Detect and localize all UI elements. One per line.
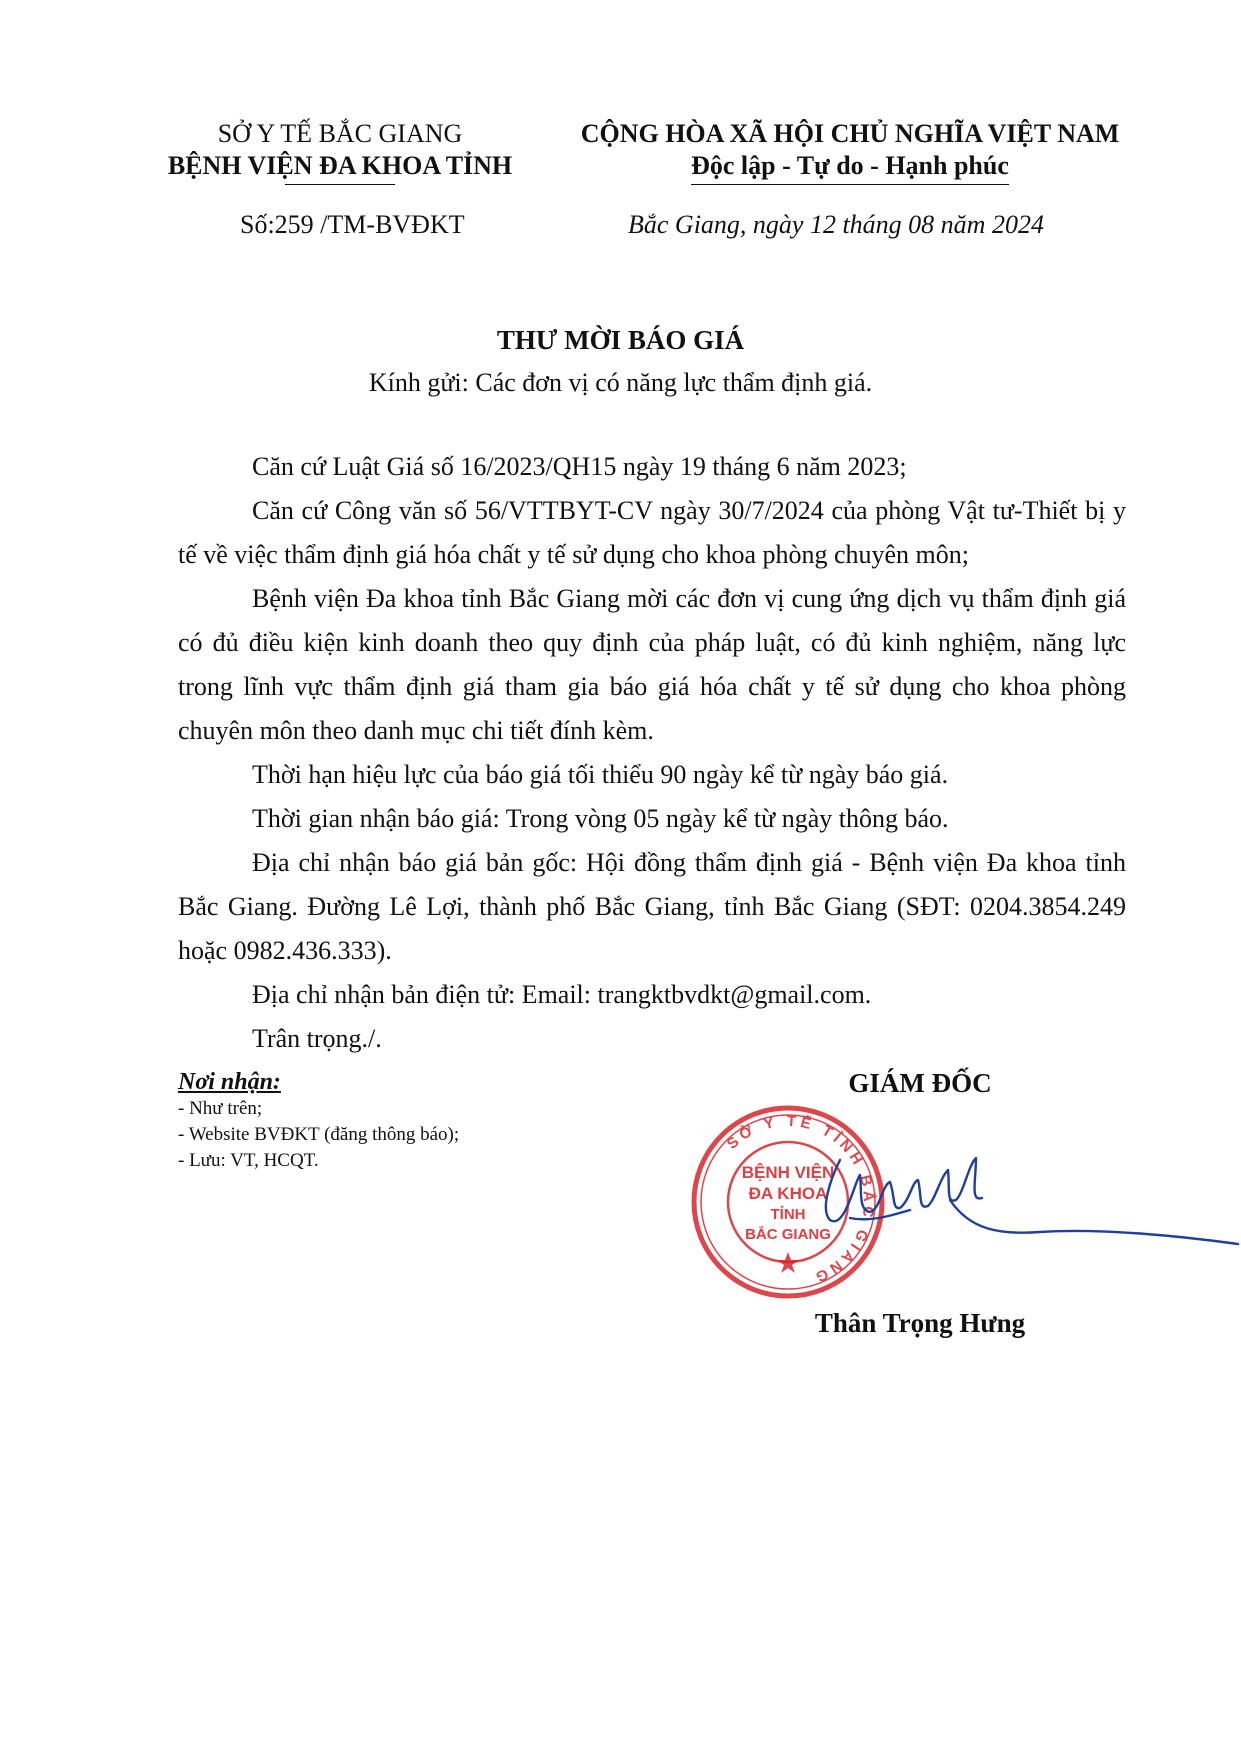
body-paragraph: Thời hạn hiệu lực của báo giá tối thiểu 90 ngày kể từ ngày báo giá. [252, 760, 949, 789]
document-title: THƯ MỜI BÁO GIÁ [496, 325, 745, 355]
greeting: Kính gửi: Các đơn vị có năng lực thẩm định giá. [368, 368, 873, 397]
recipients-title: Nơi nhận: [178, 1069, 281, 1095]
hospital-underline [285, 184, 395, 185]
recipient-item: - Website BVĐKT (đăng thông báo); [178, 1124, 460, 1145]
national-heading-block [560, 118, 1140, 185]
svg-text:TỈNH: TỈNH [770, 1206, 806, 1223]
recipients-block [178, 1068, 628, 1174]
agency-name: SỞ Y TẾ BẮC GIANG [217, 119, 463, 148]
hospital-name: BỆNH VIỆN ĐA KHOA TỈNH [167, 151, 513, 180]
letter-body [178, 445, 1126, 1061]
svg-text:BẮC GIANG: BẮC GIANG [745, 1226, 831, 1243]
svg-text:SỞ Y TẾ TỈNH BẮC GIANG: SỞ Y TẾ TỈNH BẮC GIANG [723, 1112, 878, 1287]
signer-position: GIÁM ĐỐC [848, 1068, 992, 1098]
body-paragraph: Căn cứ Luật Giá số 16/2023/QH15 ngày 19 tháng 6 năm 2023; [252, 452, 907, 481]
document-number: Số:259 /TM-BVĐKT [240, 210, 465, 239]
recipient-item: - Lưu: VT, HCQT. [178, 1150, 319, 1171]
signature-icon [800, 1140, 1240, 1270]
document-date: Bắc Giang, ngày 12 tháng 08 năm 2024 [628, 210, 1044, 239]
issuing-agency-block [140, 118, 540, 185]
svg-text:ĐA KHOA: ĐA KHOA [748, 1184, 828, 1203]
closing-line: Trân trọng./. [252, 1024, 382, 1053]
body-paragraph: Địa chỉ nhận bản điện tử: Email: trangktbvdkt@gmail.com. [252, 980, 872, 1009]
national-motto: Độc lập - Tự do - Hạnh phúc [691, 150, 1009, 185]
recipient-item: - Như trên; [178, 1098, 263, 1119]
body-paragraph: Địa chỉ nhận báo giá bản gốc: Hội đồng thẩm định giá - Bệnh viện Đa khoa tỉnh Bắc Giang. Đường Lê Lợi, thành phố Bắc Giang, tỉnh Bắc Giang (SĐT: 0204.3854.249 hoặc 0982.436.333). [178, 848, 1126, 965]
signer-name: Thân Trọng Hưng [814, 1308, 1026, 1338]
body-paragraph: Căn cứ Công văn số 56/VTTBYT-CV ngày 30/7/2024 của phòng Vật tư-Thiết bị y tế về việc thẩm định giá hóa chất y tế sử dụng cho khoa phòng chuyên môn; [178, 496, 1126, 569]
svg-text:BỆNH VIỆN: BỆNH VIỆN [741, 1163, 835, 1182]
handwritten-signature [800, 1140, 1240, 1270]
body-paragraph: Thời gian nhận báo giá: Trong vòng 05 ngày kể từ ngày thông báo. [252, 804, 949, 833]
nation-name: CỘNG HÒA XÃ HỘI CHỦ NGHĨA VIỆT NAM [580, 119, 1120, 148]
body-paragraph: Bệnh viện Đa khoa tỉnh Bắc Giang mời các đơn vị cung ứng dịch vụ thẩm định giá có đủ điều kiện kinh doanh theo quy định của pháp luật, có đủ kinh nghiệm, năng lực trong lĩnh vực thẩm định giá tham gia báo giá hóa chất y tế sử dụng cho khoa phòng chuyên môn theo danh mục chi tiết đính kèm. [178, 584, 1126, 745]
